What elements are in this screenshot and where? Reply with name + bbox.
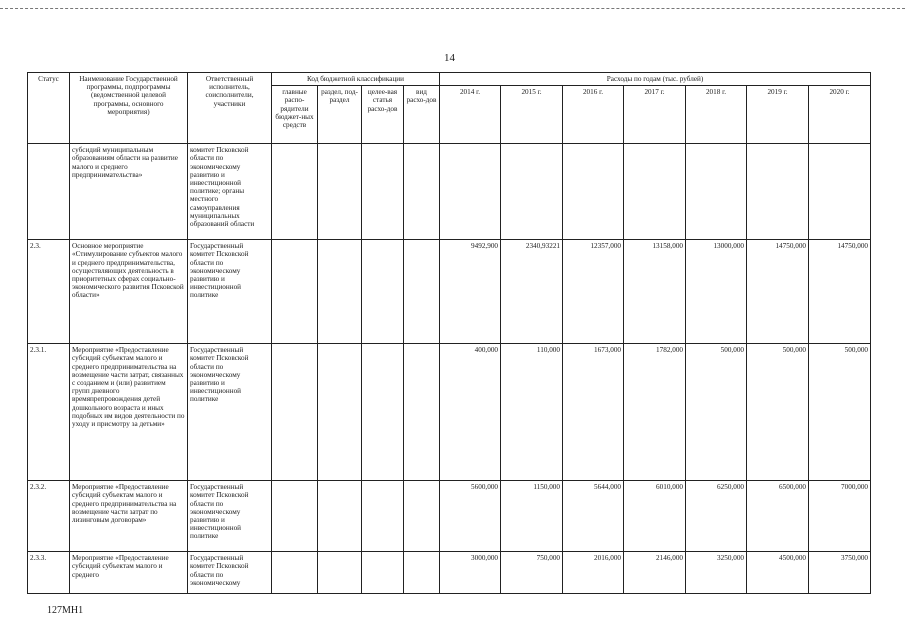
cell-value: 110,000 — [501, 344, 563, 481]
header-responsible: Ответственный исполнитель, соисполнители, участники — [188, 73, 272, 144]
row-status: 2.3.2. — [28, 481, 70, 552]
cell-expense-type — [404, 481, 440, 552]
cell-value — [747, 144, 809, 240]
header-expense-type: вид расхо-дов — [404, 86, 440, 144]
header-year: 2020 г. — [809, 86, 871, 144]
cell-value: 3750,000 — [809, 552, 871, 594]
cell-target — [362, 552, 404, 594]
row-responsible: Государственный комитет Псковской области по экономическому развитию и инвестиционной политике — [188, 240, 272, 344]
table-row — [28, 552, 871, 594]
cell-target — [362, 481, 404, 552]
cell-value: 5600,000 — [440, 481, 501, 552]
cell-section — [318, 552, 362, 594]
row-name: Мероприятие «Предоставление субсидий субъектам малого и среднего предпринимательства на возмещение части затрат по лизинговым договорам» — [70, 481, 188, 552]
cell-value: 14750,000 — [809, 240, 871, 344]
table-row — [28, 344, 871, 481]
header-name: Наименование Государственной программы, подпрограммы (ведомственной целевой программы, основного мероприятия) — [70, 73, 188, 144]
header-year: 2019 г. — [747, 86, 809, 144]
row-responsible: Государственный комитет Псковской области по экономическому развитию и инвестиционной политике — [188, 481, 272, 552]
cell-target — [362, 144, 404, 240]
cell-grbs — [272, 481, 318, 552]
cell-value: 2340,93221 — [501, 240, 563, 344]
cell-value: 6250,000 — [686, 481, 747, 552]
cell-value: 2016,000 — [563, 552, 624, 594]
budget-table — [27, 72, 871, 594]
row-status — [28, 144, 70, 240]
page-number: 14 — [444, 52, 455, 64]
table-row — [28, 481, 871, 552]
cell-value: 500,000 — [809, 344, 871, 481]
row-status: 2.3. — [28, 240, 70, 344]
header-year: 2015 г. — [501, 86, 563, 144]
header-year: 2018 г. — [686, 86, 747, 144]
cell-value: 3000,000 — [440, 552, 501, 594]
row-name: субсидий муниципальным образованиям области на развитие малого и среднего предпринимательства» — [70, 144, 188, 240]
cell-value — [686, 144, 747, 240]
cell-value: 9492,900 — [440, 240, 501, 344]
cell-grbs — [272, 552, 318, 594]
cell-value: 1782,000 — [624, 344, 686, 481]
header-year: 2016 г. — [563, 86, 624, 144]
header-budget-code: Код бюджетной классификации — [272, 73, 440, 86]
row-status: 2.3.1. — [28, 344, 70, 481]
header-status: Статус — [28, 73, 70, 144]
row-name: Мероприятие «Предоставление субсидий субъектам малого и среднего — [70, 552, 188, 594]
header-year: 2014 г. — [440, 86, 501, 144]
cell-value: 13158,000 — [624, 240, 686, 344]
cell-value: 12357,000 — [563, 240, 624, 344]
cell-section — [318, 240, 362, 344]
cell-value: 400,000 — [440, 344, 501, 481]
cell-value: 500,000 — [686, 344, 747, 481]
row-name: Мероприятие «Предоставление субсидий субъектам малого и среднего предпринимательства на возмещение части затрат, связанных с созданием и (или) развитием групп дневного времяпрепровождения детей дошкольного возраста и иных подобных им видов деятельности по уходу и присмотру за детьми» — [70, 344, 188, 481]
cell-value: 1150,000 — [501, 481, 563, 552]
cell-grbs — [272, 344, 318, 481]
header-expenses: Расходы по годам (тыс. рублей) — [440, 73, 871, 86]
cell-value: 6010,000 — [624, 481, 686, 552]
cell-grbs — [272, 240, 318, 344]
cell-value: 1673,000 — [563, 344, 624, 481]
cell-value: 2146,000 — [624, 552, 686, 594]
row-responsible: Государственный комитет Псковской области по экономическому развитию и инвестиционной политике — [188, 344, 272, 481]
cell-value: 14750,000 — [747, 240, 809, 344]
cell-expense-type — [404, 240, 440, 344]
cell-section — [318, 344, 362, 481]
header-row-1 — [28, 73, 871, 86]
cell-value — [563, 144, 624, 240]
header-grbs: главные распо-рядители бюджет-ных средств — [272, 86, 318, 144]
cell-value: 7000,000 — [809, 481, 871, 552]
row-responsible: комитет Псковской области по экономическому развитию и инвестиционной политике; органы местного самоуправления муниципальных образований области — [188, 144, 272, 240]
cell-expense-type — [404, 144, 440, 240]
table-row — [28, 240, 871, 344]
cell-value: 500,000 — [747, 344, 809, 481]
cell-section — [318, 481, 362, 552]
cell-expense-type — [404, 344, 440, 481]
cell-value: 13000,000 — [686, 240, 747, 344]
header-target: целее-вая статья расхо-дов — [362, 86, 404, 144]
cell-value — [501, 144, 563, 240]
cell-grbs — [272, 144, 318, 240]
row-name: Основное мероприятие «Стимулирование субъектов малого и среднего предпринимательства, осуществляющих деятельность в приоритетных сферах социально-экономического развития Псковской области» — [70, 240, 188, 344]
cell-expense-type — [404, 552, 440, 594]
header-year: 2017 г. — [624, 86, 686, 144]
footer-code: 127МН1 — [47, 605, 84, 616]
cell-value — [809, 144, 871, 240]
cell-value: 750,000 — [501, 552, 563, 594]
cell-value — [440, 144, 501, 240]
row-responsible: Государственный комитет Псковской области по экономическому — [188, 552, 272, 594]
cell-value: 4500,000 — [747, 552, 809, 594]
header-section: раздел, под-раздел — [318, 86, 362, 144]
cell-value — [624, 144, 686, 240]
cell-section — [318, 144, 362, 240]
cell-value: 6500,000 — [747, 481, 809, 552]
table-row — [28, 144, 871, 240]
cell-target — [362, 240, 404, 344]
row-status: 2.3.3. — [28, 552, 70, 594]
cell-target — [362, 344, 404, 481]
scan-top-line — [0, 8, 905, 9]
cell-value: 3250,000 — [686, 552, 747, 594]
cell-value: 5644,000 — [563, 481, 624, 552]
